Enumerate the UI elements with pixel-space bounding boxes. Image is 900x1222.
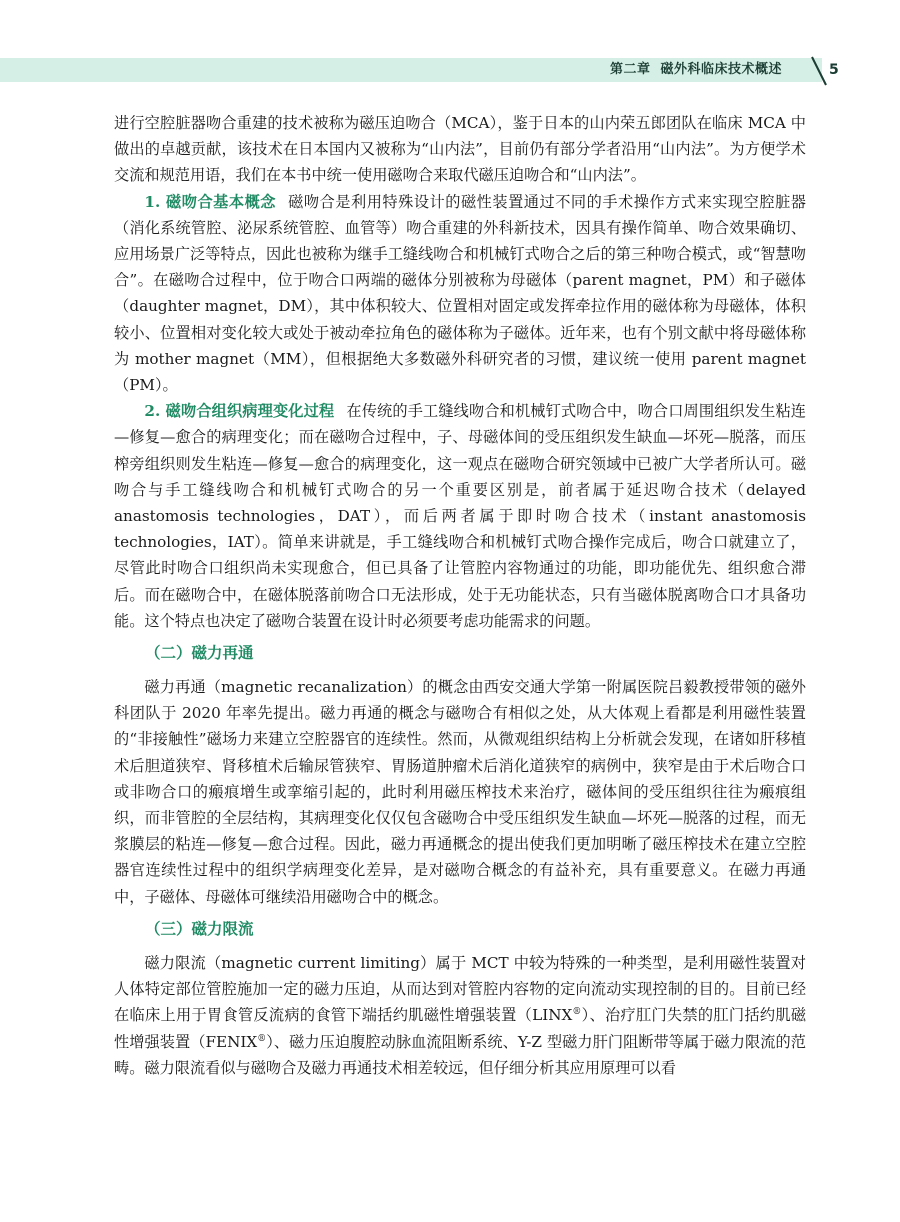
section-heading-current-limiting: （三）磁力限流 xyxy=(145,919,254,938)
paragraph-1: 进行空腔脏器吻合重建的技术被称为磁压迫吻合（MCA），鉴于日本的山内荣五郎团队在临床 MCA 中做出的卓越贡献，该技术在日本国内又被称为“山内法”，目前仍有部分学者沿用“山内法”。为方便学术交流和规范用语，我们在本书中统一使用磁吻合来取代磁压迫吻合和“山内法”。 xyxy=(114,114,806,185)
paragraph-5 xyxy=(114,950,806,1081)
page-number: 5 xyxy=(829,62,839,78)
section-heading-pathology: 2. 磁吻合组织病理变化过程 xyxy=(144,402,335,421)
registered-mark: ® xyxy=(572,1007,582,1018)
paragraph-3 xyxy=(114,398,806,634)
header-divider-icon xyxy=(810,56,828,86)
paragraph-5-text-b: ）、治疗肛门失禁的肛门括约肌磁性增强装置（FENIX xyxy=(114,1006,807,1051)
section-heading-recanalization: （二）磁力再通 xyxy=(145,644,254,663)
paragraph-4: 磁力再通（magnetic recanalization）的概念由西安交通大学第一附属医院吕毅教授带领的磁外科团队于 2020 年率先提出。磁力再通的概念与磁吻合有相似之处，从大体观上看都是利用磁性装置的“非接触性”磁场力来建立空腔器官的连续性。然而，从微观组织结构上分析就会发现，在诸如肝移植术后胆道狭窄、肾移植术后输尿管狭窄、胃肠道肿瘤术后消化道狭窄的病例中，狭窄是由于术后吻合口或非吻合口的瘢痕增生或挛缩引起的，此时利用磁压榨技术来治疗，磁体间的受压组织往往为瘢痕组织，而非管腔的全层结构，其病理变化仅仅包含磁吻合中受压组织发生缺血—坏死—脱落的过程，而无浆膜层的粘连—修复—愈合过程。因此，磁力再通概念的提出使我们更加明晰了磁压榨技术在建立空腔器官连续性过程中的组织学病理变化差异，是对磁吻合概念的有益补充，具有重要意义。在磁力再通中，子磁体、母磁体可继续沿用磁吻合中的概念。 xyxy=(114,678,806,906)
section-heading-basic-concept: 1. 磁吻合基本概念 xyxy=(144,192,277,211)
page-header xyxy=(0,0,900,90)
running-header xyxy=(610,60,782,80)
paragraph-5-text-c: ）、磁力压迫腹腔动脉血流阻断系统、Y-Z 型磁力肝门阻断带等属于磁力限流的范畴。磁力限流看似与磁吻合及磁力再通技术相差较远，但仔细分析其应用原理可以看 xyxy=(114,1032,806,1077)
registered-mark: ® xyxy=(257,1033,267,1044)
paragraph-2-text: 磁吻合是利用特殊设计的磁性装置通过不同的手术操作方式来实现空腔脏器（消化系统管腔、泌尿系统管腔、血管等）吻合重建的外科新技术，因具有操作简单、吻合效果确切、应用场景广泛等特点，因此也被称为继手工缝线吻合和机械钉式吻合之后的第三种吻合模式，或“智慧吻合”。在磁吻合过程中，位于吻合口两端的磁体分别被称为母磁体（parent magnet，PM）和子磁体（daughter magnet，DM），其中体积较大、位置相对固定或发挥牵拉作用的磁体称为母磁体，体积较小、位置相对变化较大或处于被动牵拉角色的磁体称为子磁体。近年来，也有个别文献中将母磁体称为 mother magnet（MM），但根据绝大多数磁外科研究者的习惯，建议统一使用 parent magnet（PM）。 xyxy=(114,192,806,395)
chapter-title: 磁外科临床技术概述 xyxy=(660,62,782,77)
body-text xyxy=(114,110,806,1081)
paragraph-3-text: 在传统的手工缝线吻合和机械钉式吻合中，吻合口周围组织发生粘连—修复—愈合的病理变化；而在磁吻合过程中，子、母磁体间的受压组织发生缺血—坏死—脱落，而压榨旁组织则发生粘连—修复—愈合的病理变化，这一观点在磁吻合研究领域中已被广大学者所认可。磁吻合与手工缝线吻合和机械钉式吻合的另一个重要区别是，前者属于延迟吻合技术（delayed anastomosis technologies，DAT），而后两者属于即时吻合技术（instant anastomosis technologies，IAT）。简单来讲就是，手工缝线吻合和机械钉式吻合操作完成后，吻合口就建立了，尽管此时吻合口组织尚未实现愈合，但已具备了让管腔内容物通过的功能，即功能优先、组织愈合滞后。而在磁吻合中，在磁体脱落前吻合口无法形成，处于无功能状态，只有当磁体脱离吻合口才具备功能。这个特点也决定了磁吻合装置在设计时必须要考虑功能需求的问题。 xyxy=(114,402,806,630)
paragraph-2 xyxy=(114,189,806,399)
paragraph-5-text-a: 磁力限流（magnetic current limiting）属于 MCT 中较为特殊的一种类型，是利用磁性装置对人体特定部位管腔施加一定的磁力压迫，从而达到对管腔内容物的定向流动实现控制的目的。目前已经在临床上用于胃食管反流病的食管下端括约肌磁性增强装置（LINX xyxy=(114,953,806,1025)
chapter-label: 第二章 xyxy=(609,62,651,77)
